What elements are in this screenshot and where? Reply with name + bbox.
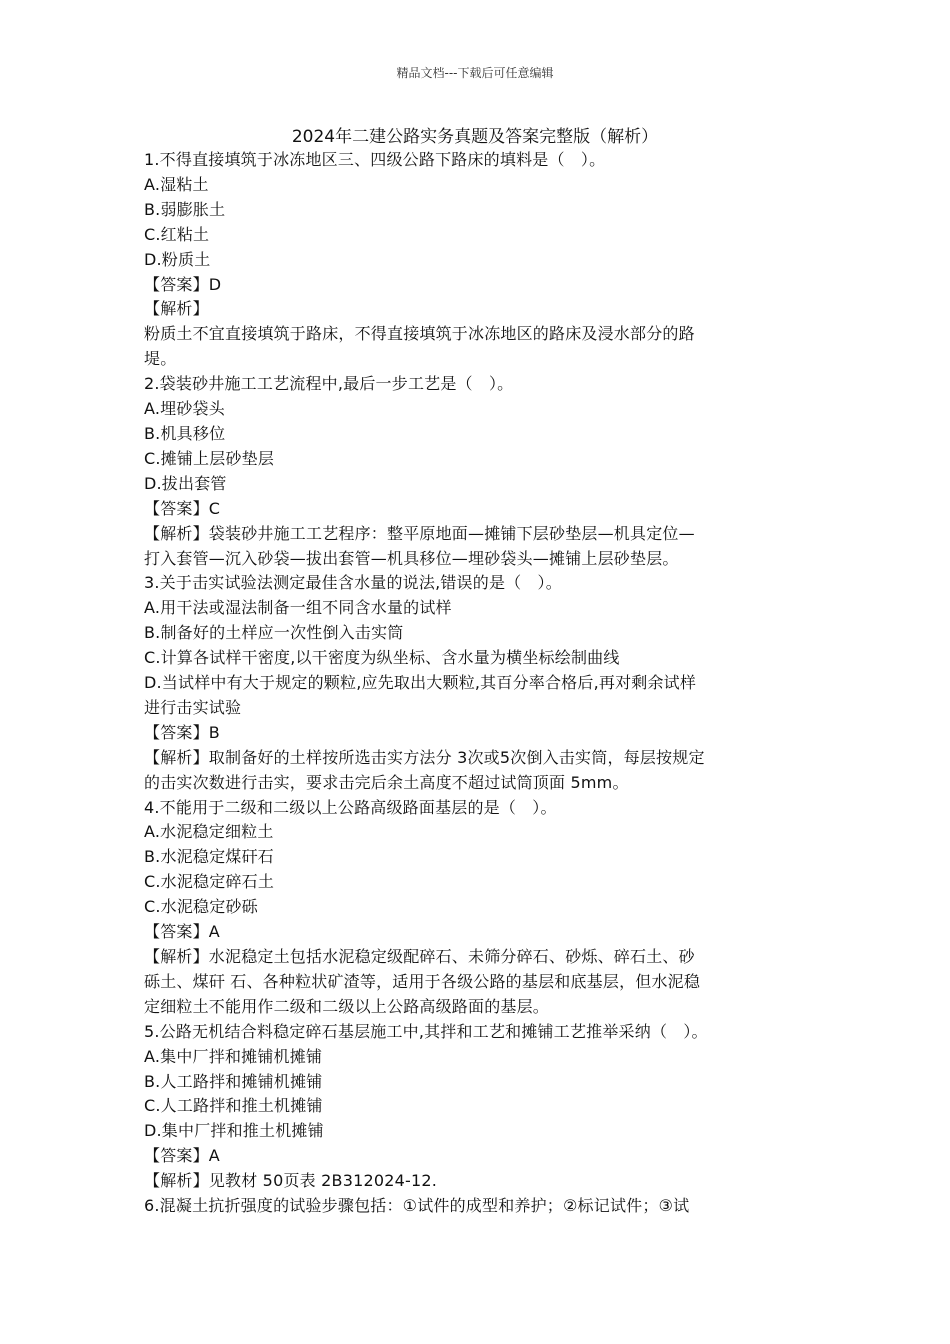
text-line: C.水泥稳定碎石土	[144, 872, 275, 892]
text-line: 4.不能用于二级和二级以上公路高级路面基层的是（ ）。	[144, 797, 557, 817]
text-line: A.埋砂袋头	[144, 399, 225, 419]
text-line: B.水泥稳定煤矸石	[144, 847, 274, 867]
text-line: 6.混凝土抗折强度的试验步骤包括：①试件的成型和养护；②标记试件；③试	[144, 1196, 690, 1216]
text-line: D.当试样中有大于规定的颗粒,应先取出大颗粒,其百分率合格后,再对剩余试样	[144, 673, 697, 693]
text-line: C.人工路拌和推土机摊铺	[144, 1096, 323, 1116]
text-line: 【答案】D	[144, 274, 222, 294]
text-line: 【答案】A	[144, 1146, 220, 1166]
text-line: A.水泥稳定细粒土	[144, 822, 274, 842]
text-line: 【答案】C	[144, 498, 221, 518]
text-line: 堤。	[144, 349, 177, 369]
text-line: C.摊铺上层砂垫层	[144, 448, 275, 468]
text-line: B.机具移位	[144, 423, 226, 443]
text-line: 的击实次数进行击实，要求击完后余土高度不超过试筒顶面 5mm。	[144, 772, 629, 792]
text-line: B.制备好的土样应一次性倒入击实筒	[144, 623, 404, 643]
text-line: C.水泥稳定砂砾	[144, 897, 258, 917]
page-header: 精品文档---下载后可任意编辑	[396, 66, 554, 80]
text-line: 1.不得直接填筑于冰冻地区三、四级公路下路床的填料是（ ）。	[144, 150, 606, 169]
text-line: D.粉质土	[144, 249, 211, 269]
text-line: B.人工路拌和摊铺机摊铺	[144, 1071, 323, 1091]
text-line: D.拔出套管	[144, 473, 227, 493]
text-line: 【解析】见教材 50页表 2B312024-12.	[144, 1171, 437, 1191]
text-line: 【解析】	[144, 299, 209, 319]
text-line: 粉质土不宜直接填筑于路床，不得直接填筑于冰冻地区的路床及浸水部分的路	[144, 324, 695, 344]
text-line: D.集中厂拌和推土机摊铺	[144, 1121, 324, 1141]
text-line: 进行击实试验	[144, 697, 242, 717]
text-line: 打入套管—沉入砂袋—拔出套管—机具移位—埋砂袋头—摊铺上层砂垫层。	[144, 548, 679, 568]
text-line: 2.袋装砂井施工工艺流程中,最后一步工艺是（ ）。	[144, 374, 514, 394]
text-line: 【解析】水泥稳定土包括水泥稳定级配碎石、未筛分碎石、砂烁、碎石土、砂	[144, 947, 695, 966]
text-line: 【答案】B	[144, 722, 220, 742]
document-title: 2024年二建公路实务真题及答案完整版（解析）	[291, 127, 659, 147]
text-line: A.用干法或湿法制备一组不同含水量的试样	[144, 598, 452, 618]
text-line: 【解析】取制备好的土样按所选击实方法分 3次或5次倒入击实筒，每层按规定	[144, 747, 705, 767]
text-line: 3.关于击实试验法测定最佳含水量的说法,错误的是（ ）。	[144, 573, 562, 593]
text-line: 【解析】袋装砂井施工工艺程序：整平原地面—摊铺下层砂垫层—机具定位—	[144, 523, 695, 543]
text-line: 砾土、煤矸 石、各种粒状矿渣等，适用于各级公路的基层和底基层，但水泥稳	[144, 971, 701, 991]
text-line: B.弱膨胀土	[144, 199, 226, 219]
text-line: A.集中厂拌和摊铺机摊铺	[144, 1046, 323, 1066]
text-line: C.红粘土	[144, 224, 210, 244]
text-line: 【答案】A	[144, 922, 220, 942]
text-line: A.湿粘土	[144, 174, 209, 194]
text-line: 定细粒土不能用作二级和二级以上公路高级路面的基层。	[144, 996, 550, 1016]
text-line: C.计算各试样干密度,以干密度为纵坐标、含水量为横坐标绘制曲线	[144, 648, 620, 668]
document-body	[144, 148, 816, 1219]
text-line: 5.公路无机结合料稳定碎石基层施工中,其拌和工艺和摊铺工艺推举采纳（ ）。	[144, 1021, 708, 1041]
